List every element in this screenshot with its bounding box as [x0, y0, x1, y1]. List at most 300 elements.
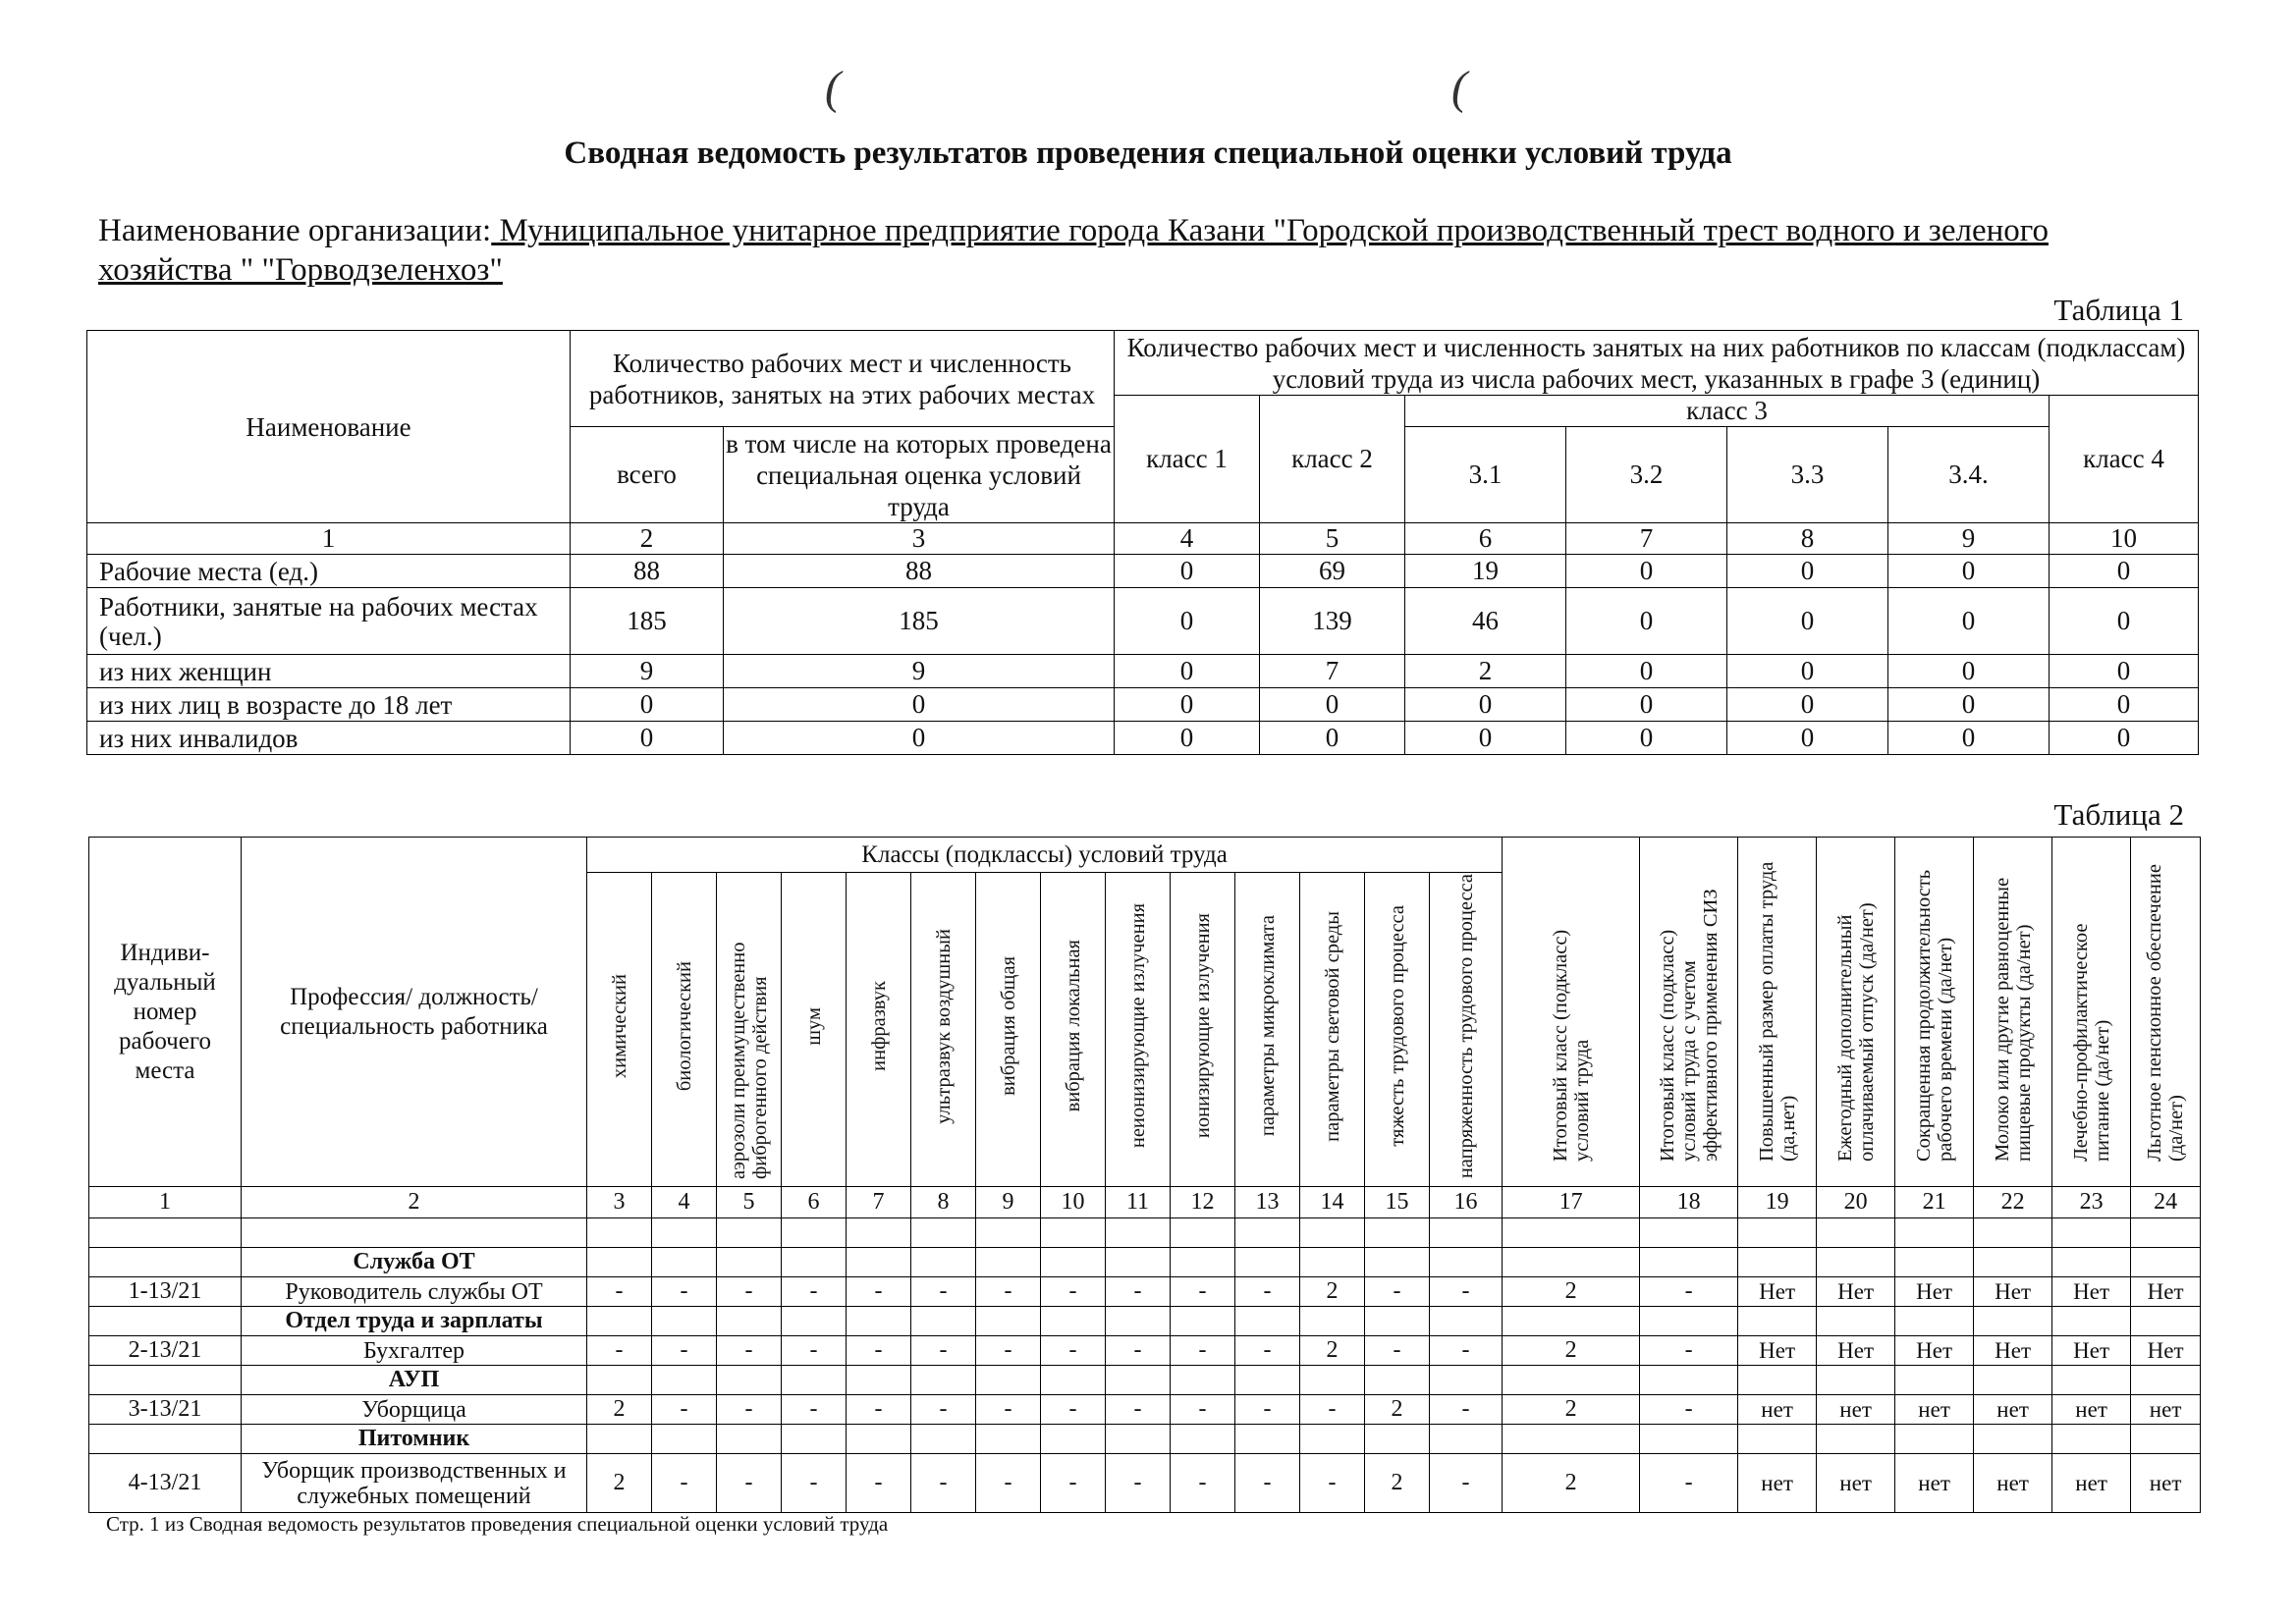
- t2-empty-cell: [1041, 1218, 1106, 1248]
- t1-cell: 0: [1405, 722, 1566, 755]
- t2-empty-cell: [976, 1248, 1041, 1277]
- t2-cell: -: [652, 1395, 717, 1425]
- t2-empty-cell: [1895, 1366, 1974, 1395]
- t2-cell: -: [847, 1454, 911, 1513]
- t2-empty-cell: [1235, 1218, 1300, 1248]
- t1-header-name: Наименование: [87, 331, 571, 523]
- t2-header-pension: Льготное пенсионное обеспечение (да/нет): [2131, 838, 2201, 1187]
- t2-header-pay: Повышенный размер оплаты труда (да,нет): [1738, 838, 1817, 1187]
- t2-empty-cell: [1738, 1307, 1817, 1336]
- t2-cell: -: [1640, 1277, 1738, 1307]
- t2-empty-cell: [2052, 1248, 2131, 1277]
- t1-row-label: из них лиц в возрасте до 18 лет: [87, 688, 571, 722]
- t1-cell: 0: [1888, 688, 2050, 722]
- t2-cell: -: [1640, 1336, 1738, 1366]
- t2-col-number: 10: [1041, 1187, 1106, 1218]
- t1-header-sub: 3.3: [1727, 427, 1888, 523]
- t2-cell: -: [1430, 1336, 1503, 1366]
- t2-cell: Нет: [2052, 1336, 2131, 1366]
- t2-empty-cell: [1041, 1425, 1106, 1454]
- t2-department-row: [89, 1366, 2201, 1395]
- t2-cell: -: [782, 1395, 847, 1425]
- t2-factor-header: аэрозоли преимущественно фиброгенного действия: [717, 873, 782, 1187]
- t2-col-number: 15: [1365, 1187, 1430, 1218]
- t2-cell: -: [1106, 1277, 1171, 1307]
- t2-workplace-id: 3-13/21: [89, 1395, 242, 1425]
- t1-col-number: 2: [571, 523, 724, 555]
- t1-header-class3: класс 3: [1405, 396, 2050, 427]
- t2-empty-cell: [976, 1425, 1041, 1454]
- t2-col-number: 5: [717, 1187, 782, 1218]
- table1-caption: Таблица 1: [2053, 293, 2184, 327]
- t2-cell: -: [1430, 1277, 1503, 1307]
- t2-cell: -: [1235, 1336, 1300, 1366]
- t1-cell: 0: [1727, 555, 1888, 588]
- t2-cell: -: [782, 1277, 847, 1307]
- t2-empty-cell: [1430, 1248, 1503, 1277]
- t2-empty-cell: [717, 1218, 782, 1248]
- t1-cell: 185: [571, 588, 724, 655]
- t2-workplace-row: [89, 1277, 2201, 1307]
- t2-cell: -: [976, 1395, 1041, 1425]
- t2-empty-cell: [717, 1366, 782, 1395]
- t2-cell: -: [652, 1454, 717, 1513]
- t1-cell: 2: [1405, 655, 1566, 688]
- org-label: Наименование организации:: [98, 213, 492, 248]
- t2-header-final-class: Итоговый класс (подкласс) условий труда: [1503, 838, 1640, 1187]
- t2-cell: нет: [1895, 1454, 1974, 1513]
- t1-cell: 0: [571, 688, 724, 722]
- t2-empty-cell: [2131, 1248, 2201, 1277]
- t2-cell: 2: [1365, 1454, 1430, 1513]
- t2-empty-cell: [1503, 1307, 1640, 1336]
- page-footer: Стр. 1 из Сводная ведомость результатов проведения специальной оценки условий труда: [106, 1512, 889, 1536]
- t1-header-class2: класс 2: [1260, 396, 1405, 523]
- t1-col-number: 8: [1727, 523, 1888, 555]
- t2-empty-cell: [1106, 1307, 1171, 1336]
- t2-empty-cell: [587, 1307, 652, 1336]
- t1-cell: 69: [1260, 555, 1405, 588]
- t2-empty-cell: [1817, 1248, 1895, 1277]
- t1-cell: 0: [1260, 722, 1405, 755]
- t2-empty-cell: [1738, 1248, 1817, 1277]
- t2-cell: 2: [1503, 1277, 1640, 1307]
- t2-cell: -: [1106, 1395, 1171, 1425]
- t2-workplace-row: [89, 1395, 2201, 1425]
- t2-cell: нет: [1817, 1395, 1895, 1425]
- t2-cell: -: [1640, 1454, 1738, 1513]
- t1-col-number: 4: [1115, 523, 1260, 555]
- t2-cell: -: [1041, 1277, 1106, 1307]
- t2-factor-header: тяжесть трудового процесса: [1365, 873, 1430, 1187]
- t2-col-number: 22: [1974, 1187, 2052, 1218]
- t2-cell: -: [1365, 1336, 1430, 1366]
- t2-empty-cell: [782, 1425, 847, 1454]
- t2-empty-cell: [911, 1248, 976, 1277]
- t2-empty-cell: [1974, 1366, 2052, 1395]
- summary-table: [86, 330, 2199, 755]
- t1-col-number: 9: [1888, 523, 2050, 555]
- t1-col-number: 1: [87, 523, 571, 555]
- t2-col-number: 23: [2052, 1187, 2131, 1218]
- t2-col-number: 21: [1895, 1187, 1974, 1218]
- t2-empty-cell: [587, 1248, 652, 1277]
- t2-empty-cell: [652, 1425, 717, 1454]
- t2-empty-cell: [847, 1218, 911, 1248]
- t2-empty-cell: [1430, 1218, 1503, 1248]
- t1-cell: 0: [1888, 588, 2050, 655]
- t2-col-number: 17: [1503, 1187, 1640, 1218]
- t1-cell: 0: [2050, 555, 2199, 588]
- t2-cell: нет: [1895, 1395, 1974, 1425]
- t1-cell: 0: [2050, 688, 2199, 722]
- t1-cell: 0: [1566, 688, 1727, 722]
- t2-empty-cell: [1300, 1425, 1365, 1454]
- t2-cell: -: [847, 1395, 911, 1425]
- t1-col-number: 7: [1566, 523, 1727, 555]
- t1-cell: 19: [1405, 555, 1566, 588]
- t2-header-classes-group: Классы (подклассы) условий труда: [587, 838, 1503, 873]
- t2-empty-cell: [652, 1218, 717, 1248]
- t2-department-name: Питомник: [242, 1425, 587, 1454]
- t2-cell: -: [1235, 1454, 1300, 1513]
- t2-empty-cell: [2052, 1366, 2131, 1395]
- t2-cell: -: [1171, 1454, 1235, 1513]
- t2-empty-cell: [1235, 1425, 1300, 1454]
- t1-cell: 7: [1260, 655, 1405, 688]
- t2-empty-cell: [1235, 1248, 1300, 1277]
- t2-empty-cell: [652, 1366, 717, 1395]
- t2-empty-cell: [1106, 1366, 1171, 1395]
- workplaces-table: [88, 837, 2201, 1513]
- org-name: Муниципальное унитарное предприятие города Казани "Городской производственный трест водного и зеленого хозяйства " "Горводзеленхоз": [98, 213, 2049, 288]
- t1-cell: 139: [1260, 588, 1405, 655]
- t1-cell: 0: [1115, 655, 1260, 688]
- t1-row-label: из них инвалидов: [87, 722, 571, 755]
- t1-cell: 0: [1260, 688, 1405, 722]
- t2-cell: нет: [2052, 1395, 2131, 1425]
- t2-empty-cell: [911, 1366, 976, 1395]
- t2-empty-cell: [652, 1248, 717, 1277]
- t1-row: [87, 655, 2199, 688]
- t1-cell: 88: [724, 555, 1115, 588]
- t1-cell: 0: [1888, 655, 2050, 688]
- t2-cell: -: [652, 1277, 717, 1307]
- t2-empty-cell: [1106, 1218, 1171, 1248]
- t2-factor-header: ионизирующие излучения: [1171, 873, 1235, 1187]
- t1-cell: 0: [1566, 555, 1727, 588]
- t2-cell: Нет: [2131, 1277, 2201, 1307]
- t2-cell: Нет: [1738, 1277, 1817, 1307]
- t2-empty-cell: [587, 1425, 652, 1454]
- scan-mark-left: (: [825, 62, 841, 114]
- t2-empty-cell: [911, 1307, 976, 1336]
- t2-empty-cell: [1300, 1366, 1365, 1395]
- t2-empty-cell: [1106, 1248, 1171, 1277]
- t2-header-nutrition: Лечебно-профилактическое питание (да/нет): [2052, 838, 2131, 1187]
- t2-empty-cell: [1430, 1425, 1503, 1454]
- t1-cell: 0: [2050, 655, 2199, 688]
- t2-cell: -: [782, 1336, 847, 1366]
- t2-empty-cell: [1106, 1425, 1171, 1454]
- t2-empty-cell: [847, 1366, 911, 1395]
- t1-cell: 0: [724, 688, 1115, 722]
- t2-cell: нет: [1974, 1454, 2052, 1513]
- t2-cell: -: [847, 1336, 911, 1366]
- t2-cell: нет: [1974, 1395, 2052, 1425]
- t2-cell: -: [976, 1454, 1041, 1513]
- t2-cell: -: [911, 1454, 976, 1513]
- t2-department-name: АУП: [242, 1366, 587, 1395]
- t2-cell: Нет: [1895, 1277, 1974, 1307]
- t1-cell: 0: [571, 722, 724, 755]
- t2-empty-cell: [2052, 1307, 2131, 1336]
- t2-empty-cell: [1171, 1218, 1235, 1248]
- t2-empty-cell: [1171, 1366, 1235, 1395]
- t2-col-number: 8: [911, 1187, 976, 1218]
- t2-empty-cell: [1974, 1307, 2052, 1336]
- t1-cell: 0: [1727, 655, 1888, 688]
- t2-empty-cell: [1503, 1366, 1640, 1395]
- t2-cell: -: [1041, 1454, 1106, 1513]
- t2-col-number: 12: [1171, 1187, 1235, 1218]
- scan-mark-right: (: [1451, 62, 1467, 114]
- t2-empty-cell: [1895, 1425, 1974, 1454]
- t2-empty-cell: [976, 1218, 1041, 1248]
- document-title: Сводная ведомость результатов проведения специальной оценки условий труда: [564, 135, 1732, 171]
- t1-header-sub: 3.1: [1405, 427, 1566, 523]
- t2-empty-cell: [1365, 1248, 1430, 1277]
- t2-factor-header: химический: [587, 873, 652, 1187]
- t2-empty-cell: [89, 1248, 242, 1277]
- t2-empty-cell: [242, 1218, 587, 1248]
- t2-empty-cell: [911, 1425, 976, 1454]
- t2-cell: -: [847, 1277, 911, 1307]
- t2-workplace-row: [89, 1454, 2201, 1513]
- t2-empty-cell: [1503, 1425, 1640, 1454]
- t2-factor-header: неионизирующие излучения: [1106, 873, 1171, 1187]
- t1-row-label: из них женщин: [87, 655, 571, 688]
- t2-header-short-hours: Сокращенная продолжительность рабочего времени (да/нет): [1895, 838, 1974, 1187]
- t2-factor-header: шум: [782, 873, 847, 1187]
- t2-factor-header: инфразвук: [847, 873, 911, 1187]
- t1-cell: 0: [1566, 655, 1727, 688]
- t2-cell: -: [1171, 1336, 1235, 1366]
- t2-col-number: 6: [782, 1187, 847, 1218]
- t2-empty-cell: [717, 1425, 782, 1454]
- t1-cell: 0: [1405, 688, 1566, 722]
- t1-cell: 0: [1888, 722, 2050, 755]
- t1-header-class-group: Количество рабочих мест и численность занятых на них работников по классам (подклассам) условий труда из числа рабочих мест, указанных в графе 3 (единиц): [1115, 331, 2199, 396]
- t2-factor-header: параметры световой среды: [1300, 873, 1365, 1187]
- t2-empty-cell: [1430, 1366, 1503, 1395]
- t2-col-number: 1: [89, 1187, 242, 1218]
- t2-cell: нет: [1817, 1454, 1895, 1513]
- t1-cell: 0: [1115, 688, 1260, 722]
- t2-empty-cell: [1300, 1248, 1365, 1277]
- t1-header-sub: 3.4.: [1888, 427, 2050, 523]
- t2-empty-cell: [1041, 1248, 1106, 1277]
- t2-empty-cell: [1817, 1218, 1895, 1248]
- t2-empty-cell: [847, 1307, 911, 1336]
- t2-cell: -: [1041, 1336, 1106, 1366]
- t1-cell: 0: [1115, 722, 1260, 755]
- t2-cell: 2: [1503, 1395, 1640, 1425]
- t2-col-number: 4: [652, 1187, 717, 1218]
- t2-empty-cell: [1171, 1248, 1235, 1277]
- t2-cell: Нет: [2131, 1336, 2201, 1366]
- t2-empty-cell: [717, 1248, 782, 1277]
- t2-header-final-class-siz: Итоговый класс (подкласс) условий труда с учетом эффективного применения СИЗ: [1640, 838, 1738, 1187]
- t2-empty-cell: [1640, 1425, 1738, 1454]
- t2-empty-cell: [1895, 1248, 1974, 1277]
- t2-empty-cell: [1503, 1218, 1640, 1248]
- t2-job-title: Уборщица: [242, 1395, 587, 1425]
- t1-cell: 0: [1727, 588, 1888, 655]
- t2-cell: нет: [2052, 1454, 2131, 1513]
- t2-col-number: 13: [1235, 1187, 1300, 1218]
- t2-empty-cell: [1365, 1366, 1430, 1395]
- t1-cell: 0: [1566, 722, 1727, 755]
- t2-cell: Нет: [1974, 1336, 2052, 1366]
- t1-cell: 0: [1727, 688, 1888, 722]
- t1-row: [87, 588, 2199, 655]
- t1-col-number: 6: [1405, 523, 1566, 555]
- t2-empty-cell: [1817, 1366, 1895, 1395]
- t1-header-assessed: в том числе на которых проведена специальная оценка условий труда: [724, 427, 1115, 523]
- t2-empty-cell: [1365, 1307, 1430, 1336]
- t2-empty-cell: [89, 1218, 242, 1248]
- t1-col-number: 3: [724, 523, 1115, 555]
- t2-factor-header: параметры микроклимата: [1235, 873, 1300, 1187]
- t1-cell: 9: [724, 655, 1115, 688]
- t2-cell: Нет: [1895, 1336, 1974, 1366]
- t1-cell: 0: [1888, 555, 2050, 588]
- t2-empty-cell: [89, 1425, 242, 1454]
- t2-col-number: 2: [242, 1187, 587, 1218]
- t2-cell: Нет: [2052, 1277, 2131, 1307]
- t1-cell: 0: [2050, 588, 2199, 655]
- t2-cell: -: [911, 1277, 976, 1307]
- t1-row-label: Работники, занятые на рабочих местах (чел.): [87, 588, 571, 655]
- t2-col-number: 16: [1430, 1187, 1503, 1218]
- t1-cell: 9: [571, 655, 724, 688]
- t2-cell: -: [782, 1454, 847, 1513]
- t2-empty-cell: [847, 1425, 911, 1454]
- t2-factor-header: вибрация общая: [976, 873, 1041, 1187]
- t2-cell: -: [911, 1395, 976, 1425]
- t2-empty-cell: [911, 1218, 976, 1248]
- t2-empty-cell: [717, 1307, 782, 1336]
- t1-header-class4: класс 4: [2050, 396, 2199, 523]
- t2-cell: -: [976, 1277, 1041, 1307]
- t1-col-number: 10: [2050, 523, 2199, 555]
- t1-header-total: всего: [571, 427, 724, 523]
- t2-empty-cell: [1640, 1248, 1738, 1277]
- t2-workplace-id: 2-13/21: [89, 1336, 242, 1366]
- t2-blank-row: [89, 1218, 2201, 1248]
- t2-cell: -: [587, 1277, 652, 1307]
- t2-cell: -: [1430, 1395, 1503, 1425]
- t2-empty-cell: [652, 1307, 717, 1336]
- t2-empty-cell: [1041, 1307, 1106, 1336]
- t2-job-title: Руководитель службы ОТ: [242, 1277, 587, 1307]
- t2-job-title: Уборщик производственных и служебных помещений: [242, 1454, 587, 1513]
- t2-cell: Нет: [1974, 1277, 2052, 1307]
- t1-header-sub: 3.2: [1566, 427, 1727, 523]
- t2-cell: -: [1365, 1277, 1430, 1307]
- t2-empty-cell: [1300, 1218, 1365, 1248]
- t2-col-number: 3: [587, 1187, 652, 1218]
- t2-empty-cell: [976, 1307, 1041, 1336]
- t2-empty-cell: [1974, 1425, 2052, 1454]
- t2-empty-cell: [89, 1366, 242, 1395]
- t2-empty-cell: [1365, 1218, 1430, 1248]
- t2-factor-header: вибрация локальная: [1041, 873, 1106, 1187]
- t2-empty-cell: [1503, 1248, 1640, 1277]
- t1-cell: 88: [571, 555, 724, 588]
- t2-col-number: 14: [1300, 1187, 1365, 1218]
- t2-cell: 2: [1503, 1454, 1640, 1513]
- t1-cell: 0: [1115, 588, 1260, 655]
- t2-empty-cell: [1895, 1307, 1974, 1336]
- t2-col-number: 18: [1640, 1187, 1738, 1218]
- t2-cell: -: [1640, 1395, 1738, 1425]
- t2-department-name: Отдел труда и зарплаты: [242, 1307, 587, 1336]
- t2-empty-cell: [976, 1366, 1041, 1395]
- t2-empty-cell: [1365, 1425, 1430, 1454]
- t2-cell: -: [1171, 1277, 1235, 1307]
- t2-empty-cell: [782, 1248, 847, 1277]
- t2-cell: Нет: [1817, 1277, 1895, 1307]
- t1-cell: 46: [1405, 588, 1566, 655]
- t1-row-label: Рабочие места (ед.): [87, 555, 571, 588]
- t2-cell: нет: [1738, 1395, 1817, 1425]
- t2-empty-cell: [1171, 1307, 1235, 1336]
- t2-cell: -: [717, 1454, 782, 1513]
- t2-cell: нет: [1738, 1454, 1817, 1513]
- t2-empty-cell: [1235, 1366, 1300, 1395]
- t2-cell: -: [717, 1336, 782, 1366]
- t2-col-number: 7: [847, 1187, 911, 1218]
- t2-empty-cell: [847, 1248, 911, 1277]
- t2-cell: 2: [1503, 1336, 1640, 1366]
- t2-empty-cell: [1895, 1218, 1974, 1248]
- t2-header-profession: Профессия/ должность/ специальность работника: [242, 838, 587, 1187]
- t2-empty-cell: [1041, 1366, 1106, 1395]
- t2-cell: -: [717, 1277, 782, 1307]
- t2-cell: -: [1106, 1336, 1171, 1366]
- t2-cell: -: [1430, 1454, 1503, 1513]
- t2-empty-cell: [2052, 1425, 2131, 1454]
- t2-header-milk: Молоко или другие равноценные пищевые продукты (да/нет): [1974, 838, 2052, 1187]
- t2-cell: -: [1235, 1277, 1300, 1307]
- t1-row: [87, 555, 2199, 588]
- t2-cell: 2: [1365, 1395, 1430, 1425]
- t2-department-row: [89, 1307, 2201, 1336]
- t2-empty-cell: [2052, 1218, 2131, 1248]
- t1-cell: 0: [2050, 722, 2199, 755]
- t2-empty-cell: [1738, 1366, 1817, 1395]
- t2-empty-cell: [1974, 1218, 2052, 1248]
- t2-workplace-id: 1-13/21: [89, 1277, 242, 1307]
- t2-cell: -: [1041, 1395, 1106, 1425]
- t2-col-number: 19: [1738, 1187, 1817, 1218]
- t2-empty-cell: [782, 1218, 847, 1248]
- t2-cell: 2: [1300, 1336, 1365, 1366]
- t2-cell: -: [1300, 1395, 1365, 1425]
- t2-empty-cell: [1300, 1307, 1365, 1336]
